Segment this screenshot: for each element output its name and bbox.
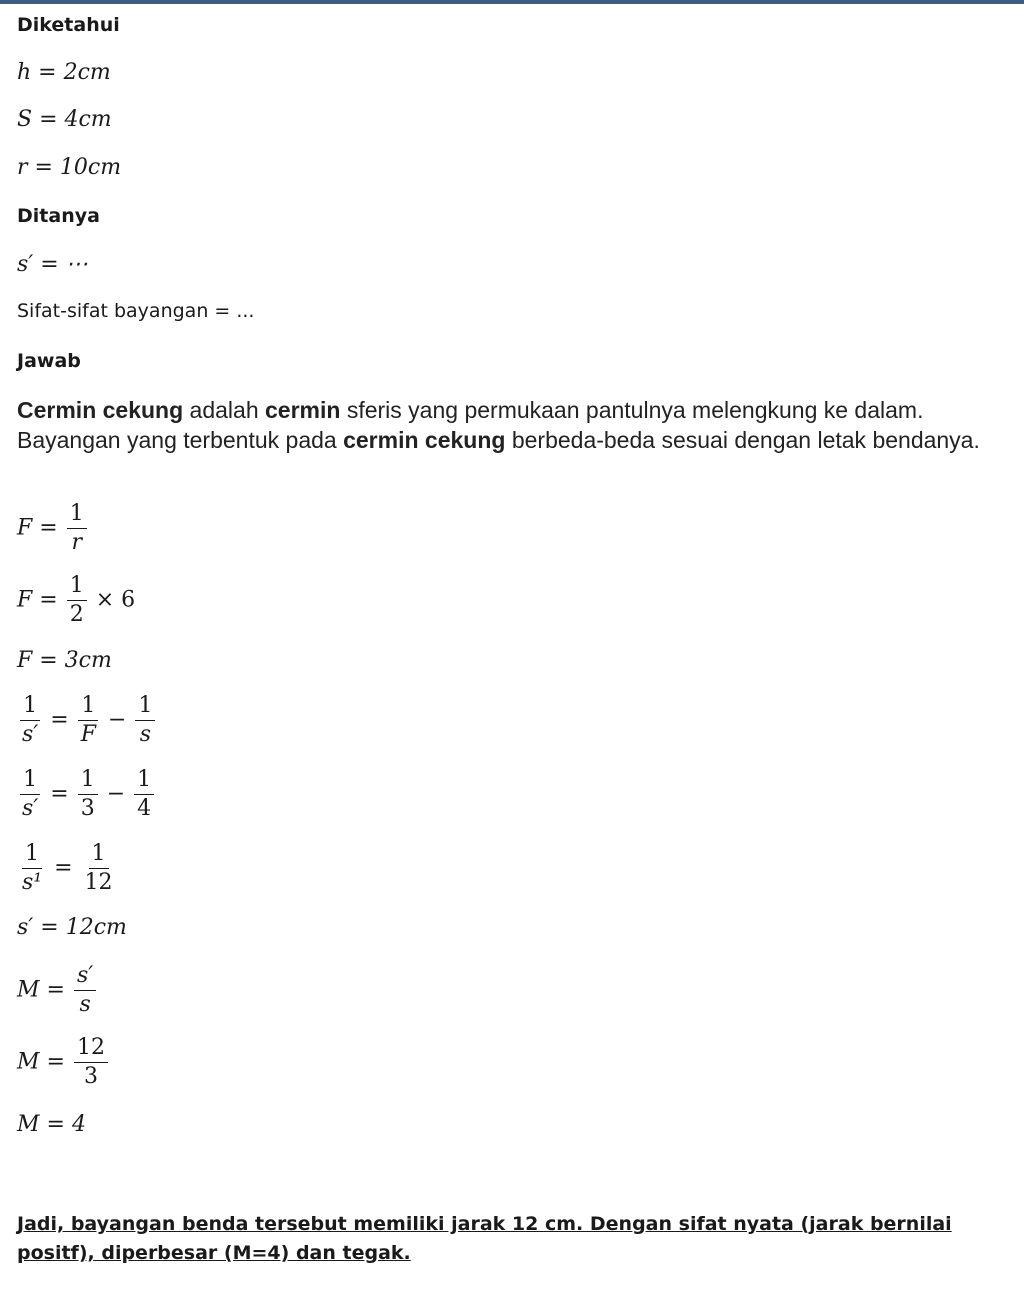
eq-f2-fraction [67,574,87,627]
asked-s-prime: s′ = ⋯ [17,252,88,277]
asked-properties: Sifat-sifat bayangan = ... [17,300,255,322]
eq-f2-lhs: F = [17,587,58,613]
explanation-t1: Cermin cekung [17,397,184,423]
equation-focal-calc [17,574,135,627]
equation-magnification-result: M = 4 [17,1112,86,1137]
explanation-paragraph [17,395,1007,455]
eq-f5-c-num: 1 [134,768,154,795]
eq-f6-b-den: 12 [84,870,113,895]
equation-magnification-calc [17,1036,110,1089]
eq-f8-den: s [79,992,91,1017]
eq-f9-den: 3 [83,1064,98,1089]
eq-f6-b-num: 1 [89,842,109,869]
eq-f5-b [78,768,98,821]
known-h: h = 2cm [17,60,111,85]
top-border [0,0,1024,4]
eq-f5-a-num: 1 [20,768,40,795]
eq-f9-num: 12 [74,1036,108,1063]
heading-known: Diketahui [17,14,120,36]
eq-f2-tail: × 6 [95,587,136,613]
eq-f6-a [19,842,45,895]
eq-f1-fraction [67,502,87,555]
eq-f1-num: 1 [67,502,87,529]
eq-f2-num: 1 [67,574,87,601]
explanation-t5: cermin cekung [343,427,506,453]
eq-f6-a-num: 1 [22,842,42,869]
explanation-t2: adalah [183,397,266,423]
eq-f8-fraction [74,964,96,1017]
equation-mirror-sub [17,768,156,821]
eq-f2-den: 2 [69,602,84,627]
eq-f4-b-den: F [80,722,96,747]
eq-f4-a [19,694,41,747]
eq-f6-eq: = [54,855,73,881]
eq-f9-fraction [74,1036,108,1089]
equation-image-distance: s′ = 12cm [17,915,127,940]
known-r: r = 10cm [17,155,122,180]
equation-focal-result: F = 3cm [17,648,112,673]
eq-f4-eq: = [50,707,69,733]
eq-f4-c-den: s [139,722,152,747]
explanation-t6: berbeda-beda sesuai dengan letak bendanya. [505,427,980,453]
eq-f5-a-den: s′ [22,796,39,821]
eq-f6-a-den: s¹ [22,870,43,895]
eq-f9-lhs: M = [17,1049,65,1075]
eq-f5-minus: − [106,781,126,807]
equation-magnification-def [17,964,98,1017]
explanation-t3: cermin [265,397,341,423]
eq-f5-eq: = [50,781,69,807]
known-S: S = 4cm [17,107,112,132]
eq-f8-num: s′ [74,964,96,991]
eq-f4-a-den: s′ [22,722,39,747]
eq-f5-c-den: 4 [137,796,152,821]
equation-focal-def [17,502,89,555]
eq-f5-c [134,768,154,821]
eq-f4-b-num: 1 [78,694,98,721]
explanation-t4: sferis yang permukaan pantulnya melengkung ke dalam. Bayangan yang terbentuk pada [17,397,924,453]
eq-f4-minus: − [108,707,127,733]
eq-f5-b-num: 1 [78,768,98,795]
eq-f5-b-den: 3 [80,796,95,821]
eq-f5-a [19,768,41,821]
conclusion: Jadi, bayangan benda tersebut memiliki jarak 12 cm. Dengan sifat nyata (jarak bernilai positf), diperbesar (M=4) dan tegak. [17,1213,952,1264]
heading-asked: Ditanya [17,205,100,227]
eq-f8-lhs: M = [17,977,65,1003]
eq-f1-lhs: F = [17,515,58,541]
eq-f4-b [78,694,99,747]
eq-f1-den: r [71,530,82,555]
eq-f4-a-num: 1 [20,694,40,721]
equation-mirror-result [17,842,118,895]
eq-f6-b [82,842,116,895]
eq-f4-c [135,694,155,747]
eq-f4-c-num: 1 [135,694,155,721]
equation-mirror [17,694,157,747]
heading-answer: Jawab [17,350,81,372]
